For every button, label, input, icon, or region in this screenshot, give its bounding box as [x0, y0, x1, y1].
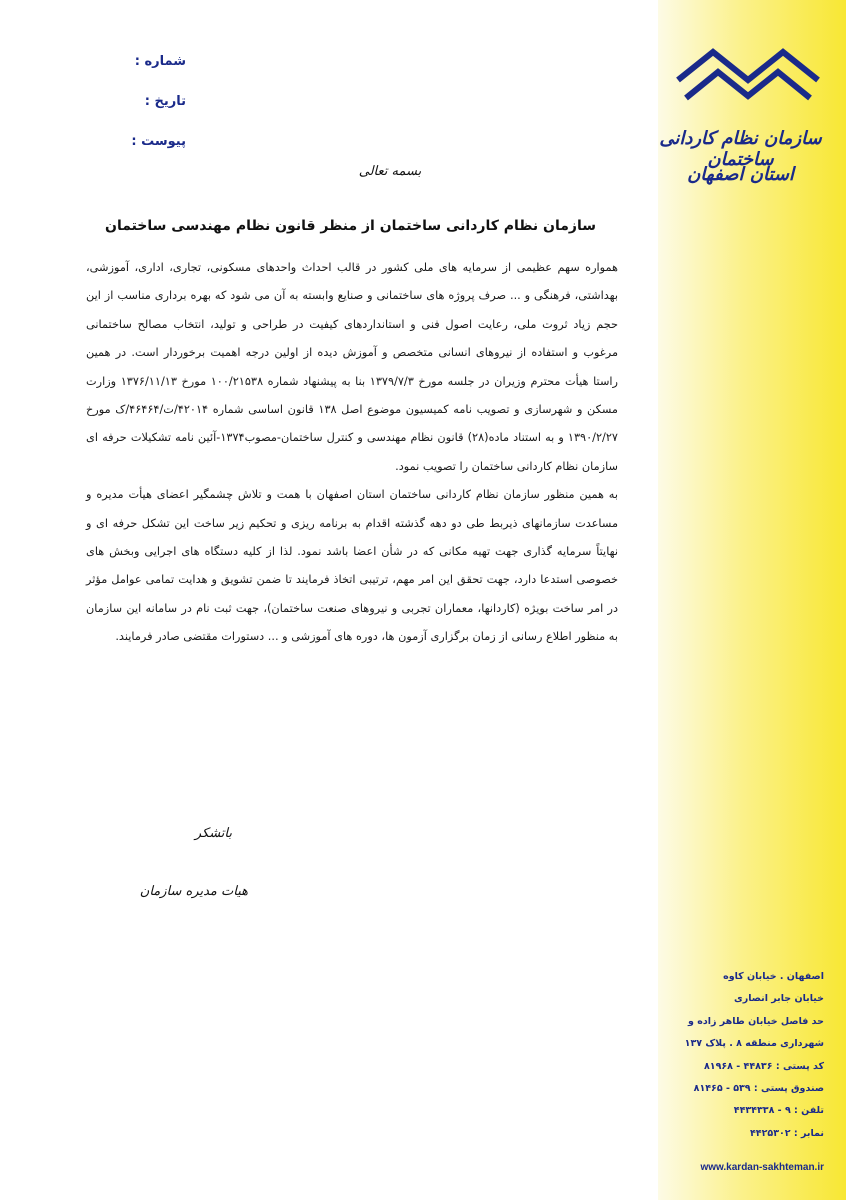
roof-logo-icon [668, 40, 828, 110]
letter-title: سازمان نظام کاردانی ساختمان از منظر قانون نظام مهندسی ساختمان [105, 218, 596, 234]
po-box: صندوق پستی : ۵۳۹ - ۸۱۴۶۵ [693, 1083, 824, 1095]
paragraph: به همین منظور سازمان نظام کاردانی ساختمان استان اصفهان با همت و تلاش چشمگیر اعضای هیأت مدیره و مساعدت سازمانهای ذیربط طی دو دهه گذشته اقدام به برنامه ریزی و تحکیم زیر ساخت این تشکل حرفه ای و نهایتاً سرمایه گذاری جهت تهیه مکانی که در شأن اعضا باشد نمود. لذا از کلیه دستگاه های اجرایی وبخش های خصوصی استدعا دارد، جهت تحقق این امر مهم، ترتیبی اتخاذ فرمایند تا ضمن تشویق و هدایت تمامی عوامل مؤثر در امر ساخت بویژه (کاردانها، معماران تجربی و نیروهای صنعت ساختمان)، جهت ثبت نام در سامانه این سازمان به منظور اطلاع رسانی از زمان برگزاری آزمون ها، دوره های آموزشی و ... دستورات مقتضی صادر فرمایند. [86, 488, 618, 644]
address-line: اصفهان . خیابان کاوه [723, 971, 824, 982]
address-line: حد فاصل خیابان طاهر زاده و [688, 1015, 824, 1027]
closing-text: باتشکر [194, 826, 232, 841]
fax: نمابر : ۴۴۲۵۳۰۲ [750, 1127, 824, 1139]
attachment-label: پیوست : [131, 134, 186, 149]
address-block [654, 966, 824, 1145]
org-name-line2: استان اصفهان [687, 164, 794, 185]
basmala: بسمه تعالی [358, 164, 422, 179]
phone: تلفن : ۹ - ۴۴۳۴۳۳۸ [733, 1105, 824, 1117]
address-line: شهرداری منطقه ۸ . پلاک ۱۳۷ [684, 1038, 824, 1050]
letter-body [86, 254, 618, 652]
org-name-line1: سازمان نظام کاردانی ساختمان [659, 128, 822, 170]
postal-code: کد پستی : ۴۴۸۳۶ - ۸۱۹۶۸ [703, 1060, 824, 1072]
signature: هیات مدیره سازمان [139, 884, 248, 899]
paragraph: همواره سهم عظیمی از سرمایه های ملی کشور در قالب احداث واحدهای مسکونی، تجاری، اداری، آموزشی، بهداشتی، فرهنگی و ... صرف پروژه های ساختمانی و صنایع وابسته به آن می شود که بهره برداری مناسب از این حجم زیاد ثروت ملی، رعایت اصول فنی و استانداردهای کیفیت در طراحی و تولید، انتخاب مصالح ساختمانی مرغوب و استفاده از نیروهای انسانی متخصص و آموزش دیده از اولین درجه اهمیت برخوردار است. در همین راستا هیأت محترم وزیران در جلسه مورخ ۱۳۷۹/۷/۳ بنا به پیشنهاد شماره ۱۰۰/۲۱۵۳۸ مورخ ۱۳۷۶/۱۱/۱۳ وزارت مسکن و شهرسازی و تصویب نامه کمیسیون موضوع اصل ۱۳۸ قانون اساسی شماره ۴۲۰۱۴/ت/۴۶۴۶۴/ک مورخ ۱۳۹۰/۲/۲۷ و به استناد ماده(۲۸) قانون نظام مهندسی و کنترل ساختمان-مصوب۱۳۷۴-آئین نامه تشکیلات حرفه ای سازمان نظام کاردانی ساختمان را تصویب نمود. [86, 261, 618, 473]
address-line: خیابان جابر انصاری [734, 993, 824, 1005]
number-label: شماره : [134, 54, 186, 69]
date-label: تاریخ : [144, 94, 186, 109]
website-link[interactable]: www.kardan-sakhteman.ir [700, 1162, 824, 1173]
